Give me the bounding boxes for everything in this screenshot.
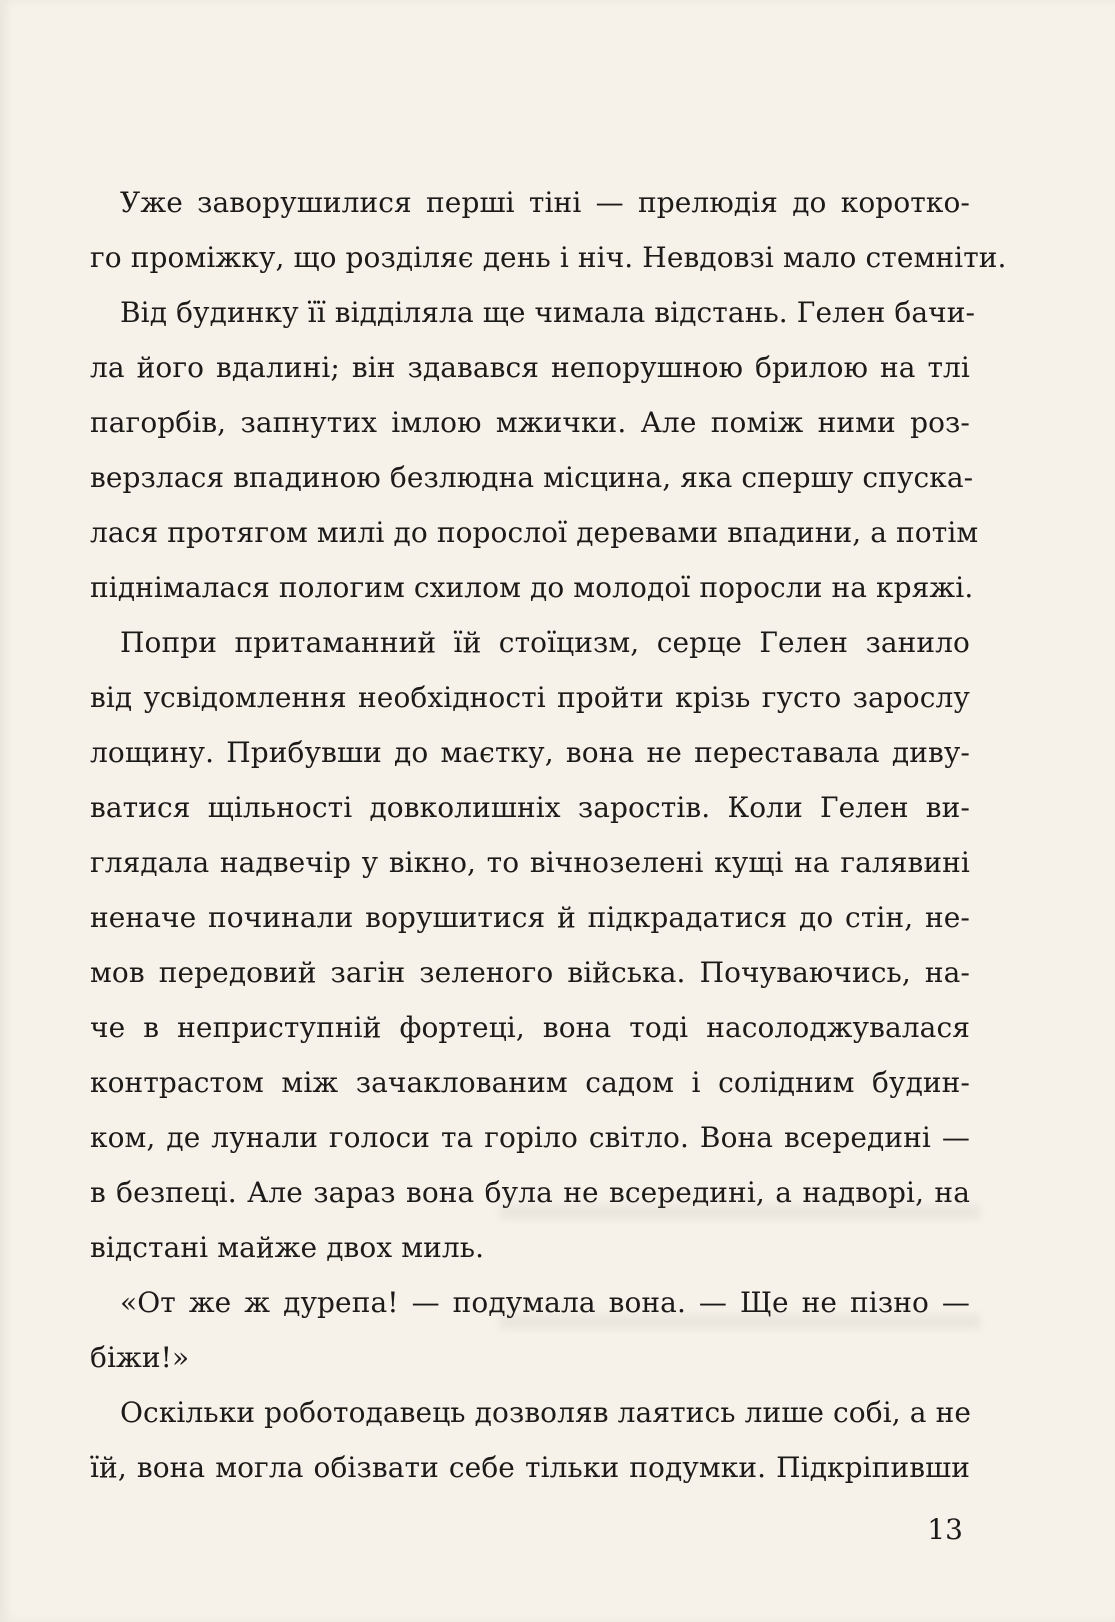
text-line: Від будинку її відділяла ще чимала відстань. Гелен бачи- — [120, 296, 976, 329]
text-line: від усвідомлення необхідності пройти крізь густо зарослу — [90, 681, 970, 714]
text-line: че в неприступній фортеці, вона тоді насолоджувалася — [90, 1011, 970, 1044]
text-line: верзлася впадиною безлюдна місцина, яка спершу спуска- — [90, 461, 974, 494]
text-line: контрастом між зачаклованим садом і солідним будин- — [90, 1066, 970, 1099]
text-line: ла його вдалині; він здавався непорушною брилою на тлі — [90, 351, 970, 384]
text-line: біжи!» — [90, 1341, 190, 1374]
text-line: Оскільки роботодавець дозволяв лаятись лише собі, а не — [120, 1396, 972, 1429]
text-line: «От же ж дурепа! — подумала вона. — Ще не пізно — — [120, 1286, 970, 1319]
text-line: піднімалася пологим схилом до молодої поросли на кряжі. — [90, 571, 974, 604]
text-line: відстані майже двох миль. — [90, 1231, 485, 1264]
text-line: ком, де лунали голоси та горіло світло. Вона всередині — — [90, 1121, 970, 1154]
show-through-shadow — [500, 1205, 980, 1219]
text-line: в безпеці. Але зараз вона була не всередині, а надворі, на — [90, 1176, 970, 1209]
text-line: пагорбів, запнутих імлою мжички. Але поміж ними роз- — [90, 406, 970, 439]
text-line: го проміжку, що розділяє день і ніч. Невдовзі мало стемніти. — [90, 241, 1007, 274]
text-line: Уже заворушилися перші тіні — прелюдія до коротко- — [120, 186, 970, 219]
text-line: глядала надвечір у вікно, то вічнозелені кущі на галявині — [90, 846, 970, 879]
text-line: Попри притаманний їй стоїцизм, серце Гелен занило — [120, 626, 970, 659]
page-number: 13 — [927, 1513, 963, 1546]
text-line: ватися щільності довколишніх заростів. Коли Гелен ви- — [90, 791, 970, 824]
text-line: неначе починали ворушитися й підкрадатися до стін, не- — [90, 901, 970, 934]
text-line: лощину. Прибувши до маєтку, вона не переставала диву- — [90, 736, 970, 769]
text-line: лася протягом милі до порослої деревами впадини, а потім — [90, 516, 979, 549]
text-line: їй, вона могла обізвати себе тільки подумки. Підкріпивши — [90, 1451, 970, 1484]
text-line: мов передовий загін зеленого війська. Почуваючись, на- — [90, 956, 970, 989]
